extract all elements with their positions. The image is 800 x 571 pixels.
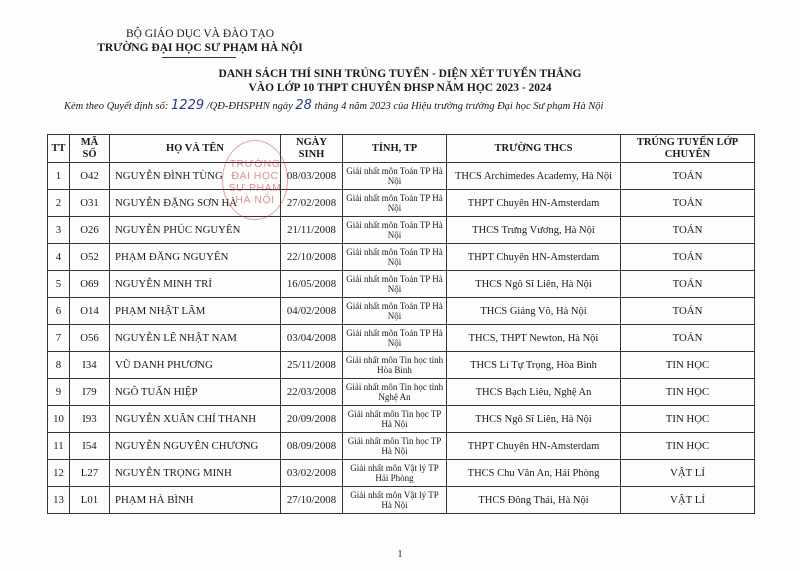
cell-ma-so: L27 [70,460,110,487]
cell-tt: 9 [48,379,70,406]
cell-tt: 4 [48,244,70,271]
cell-truong: THCS Giảng Võ, Hà Nội [447,298,621,325]
cell-ma-so: O69 [70,271,110,298]
header-underline [162,57,236,58]
cell-tinh-tp: Giải nhất môn Toán TP Hà Nội [343,163,447,190]
cell-ma-so: O42 [70,163,110,190]
header-ma-so: MÃ SỐ [70,135,110,163]
cell-ngay-sinh: 03/04/2008 [281,325,343,352]
cell-tinh-tp: Giải nhất môn Toán TP Hà Nội [343,244,447,271]
cell-tt: 6 [48,298,70,325]
cell-tt: 13 [48,487,70,514]
cell-ho-ten: NGÔ TUẤN HIỆP [110,379,281,406]
cell-ho-ten: PHẠM ĐĂNG NGUYÊN [110,244,281,271]
table-row [48,460,755,487]
cell-ngay-sinh: 21/11/2008 [281,217,343,244]
cell-truong: THCS Ngô Sĩ Liên, Hà Nội [447,271,621,298]
cell-tt: 11 [48,433,70,460]
cell-truong: THCS Archimedes Academy, Hà Nội [447,163,621,190]
cell-ho-ten: NGUYỄN ĐÌNH TÙNG [110,163,281,190]
university-name: TRƯỜNG ĐẠI HỌC SƯ PHẠM HÀ NỘI [97,42,303,54]
header-ngay-sinh: NGÀY SINH [281,135,343,163]
cell-tinh-tp: Giải nhất môn Toán TP Hà Nội [343,271,447,298]
table-row [48,352,755,379]
cell-truong: THCS Chu Văn An, Hải Phòng [447,460,621,487]
cell-ngay-sinh: 27/02/2008 [281,190,343,217]
table-row [48,298,755,325]
cell-tt: 1 [48,163,70,190]
cell-ngay-sinh: 25/11/2008 [281,352,343,379]
cell-truong: THCS Bạch Liêu, Nghệ An [447,379,621,406]
cell-ngay-sinh: 04/02/2008 [281,298,343,325]
table-row [48,325,755,352]
cell-lop: TIN HỌC [621,433,755,460]
admission-table [47,134,755,514]
cell-tt: 2 [48,190,70,217]
cell-truong: THPT Chuyên HN-Amsterdam [447,244,621,271]
cell-lop: TOÁN [621,298,755,325]
table-row [48,487,755,514]
cell-lop: TOÁN [621,163,755,190]
cell-ma-so: I93 [70,406,110,433]
cell-ho-ten: NGUYỄN LÊ NHẬT NAM [110,325,281,352]
cell-tt: 3 [48,217,70,244]
cell-lop: TIN HỌC [621,406,755,433]
document-title-line2: VÀO LỚP 10 THPT CHUYÊN ĐHSP NĂM HỌC 2023 - 2024 [248,82,552,94]
cell-lop: TIN HỌC [621,352,755,379]
cell-lop: TOÁN [621,244,755,271]
cell-truong: THCS Đông Thái, Hà Nội [447,487,621,514]
cell-lop: TOÁN [621,217,755,244]
cell-tinh-tp: Giải nhất môn Tin học TP Hà Nội [343,433,447,460]
cell-ngay-sinh: 22/03/2008 [281,379,343,406]
header-lop: TRÚNG TUYỂN LỚP CHUYÊN [621,135,755,163]
decision-prefix: Kèm theo Quyết định số: [64,101,169,112]
cell-truong: THCS Ngô Sĩ Liên, Hà Nội [447,406,621,433]
cell-ho-ten: NGUYỄN TRỌNG MINH [110,460,281,487]
ministry-name: BỘ GIÁO DỤC VÀ ĐÀO TẠO [125,28,275,40]
table-header-row [48,135,755,163]
cell-ma-so: I54 [70,433,110,460]
table-row [48,244,755,271]
cell-ho-ten: NGUYỄN NGUYÊN CHƯƠNG [110,433,281,460]
document-title-line1: DANH SÁCH THÍ SINH TRÚNG TUYỂN - DIỆN XÉT TUYỂN THẲNG [218,68,582,80]
table-row [48,406,755,433]
cell-ma-so: O31 [70,190,110,217]
cell-truong: THPT Chuyên HN-Amsterdam [447,433,621,460]
cell-lop: VẬT LÍ [621,487,755,514]
cell-ma-so: I34 [70,352,110,379]
header-ho-ten: HỌ VÀ TÊN [110,135,281,163]
cell-tt: 8 [48,352,70,379]
decision-day: 28 [295,98,312,113]
cell-ma-so: O14 [70,298,110,325]
cell-truong: THPT Chuyên HN-Amsterdam [447,190,621,217]
cell-tinh-tp: Giải nhất môn Tin học tỉnh Nghệ An [343,379,447,406]
cell-ngay-sinh: 20/09/2008 [281,406,343,433]
cell-truong: THCS Trưng Vương, Hà Nội [447,217,621,244]
decision-number: 1229 [171,98,205,113]
table-row [48,433,755,460]
cell-ho-ten: PHẠM NHẬT LÂM [110,298,281,325]
table-row [48,379,755,406]
cell-tt: 10 [48,406,70,433]
cell-ngay-sinh: 16/05/2008 [281,271,343,298]
header-truong: TRƯỜNG THCS [447,135,621,163]
cell-tinh-tp: Giải nhất môn Tin học tỉnh Hòa Bình [343,352,447,379]
cell-lop: TOÁN [621,325,755,352]
cell-tinh-tp: Giải nhất môn Vật lý TP Hà Nội [343,487,447,514]
cell-tinh-tp: Giải nhất môn Toán TP Hà Nội [343,217,447,244]
page-number: 1 [397,549,403,560]
header-tinh-tp: TỈNH, TP [343,135,447,163]
cell-lop: VẬT LÍ [621,460,755,487]
cell-ngay-sinh: 22/10/2008 [281,244,343,271]
cell-ho-ten: NGUYỄN MINH TRÍ [110,271,281,298]
cell-tt: 5 [48,271,70,298]
table-row [48,163,755,190]
cell-lop: TOÁN [621,271,755,298]
decision-middle: /QĐ-ĐHSPHN ngày [206,101,293,112]
cell-ho-ten: NGUYỄN ĐẶNG SƠN HÀ [110,190,281,217]
cell-tt: 12 [48,460,70,487]
header-tt: TT [48,135,70,163]
decision-suffix: tháng 4 năm 2023 của Hiệu trưởng trường Đại học Sư phạm Hà Nội [314,101,604,112]
cell-tinh-tp: Giải nhất môn Toán TP Hà Nội [343,190,447,217]
cell-tinh-tp: Giải nhất môn Toán TP Hà Nội [343,325,447,352]
cell-truong: THCS Lí Tự Trọng, Hòa Bình [447,352,621,379]
cell-tt: 7 [48,325,70,352]
cell-lop: TIN HỌC [621,379,755,406]
cell-ngay-sinh: 27/10/2008 [281,487,343,514]
cell-ma-so: O56 [70,325,110,352]
cell-tinh-tp: Giải nhất môn Tin học TP Hà Nội [343,406,447,433]
cell-ho-ten: VŨ DANH PHƯƠNG [110,352,281,379]
cell-lop: TOÁN [621,190,755,217]
cell-truong: THCS, THPT Newton, Hà Nội [447,325,621,352]
cell-ho-ten: NGUYỄN XUÂN CHÍ THANH [110,406,281,433]
cell-ho-ten: PHẠM HÀ BÌNH [110,487,281,514]
cell-ma-so: O52 [70,244,110,271]
cell-tinh-tp: Giải nhất môn Toán TP Hà Nội [343,298,447,325]
table-row [48,271,755,298]
cell-ngay-sinh: 08/09/2008 [281,433,343,460]
table-row [48,190,755,217]
table-row [48,217,755,244]
cell-ho-ten: NGUYỄN PHÚC NGUYÊN [110,217,281,244]
cell-ma-so: I79 [70,379,110,406]
cell-ma-so: L01 [70,487,110,514]
cell-ngay-sinh: 03/02/2008 [281,460,343,487]
stamp-text: TRƯỜNG ĐẠI HỌC SƯ PHẠM HÀ NỘI [228,158,282,206]
cell-ngay-sinh: 08/03/2008 [281,163,343,190]
cell-tinh-tp: Giải nhất môn Vật lý TP Hải Phòng [343,460,447,487]
decision-reference [64,98,603,113]
cell-ma-so: O26 [70,217,110,244]
